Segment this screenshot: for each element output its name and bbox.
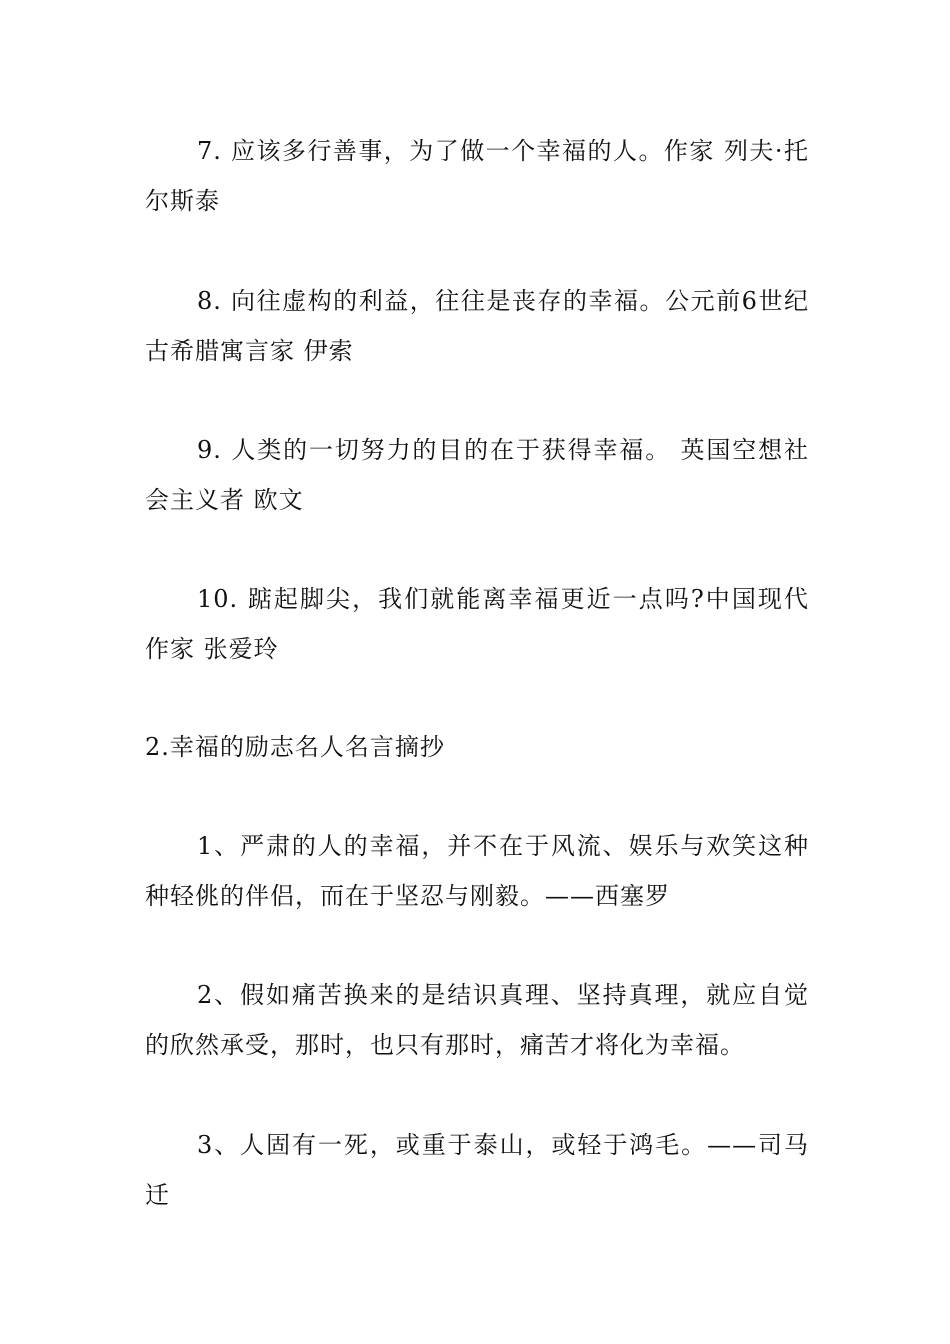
section-heading: 2.幸福的励志名人名言摘抄 [145, 733, 445, 761]
quote-paragraph-8: 8. 向往虚构的利益，往往是丧存的幸福。公元前6世纪古希腊寓言家 伊索 [145, 287, 809, 365]
quote-paragraph-7: 7. 应该多行善事，为了做一个幸福的人。作家 列夫·托尔斯泰 [145, 137, 809, 215]
quote-paragraph-10: 10. 踮起脚尖，我们就能离幸福更近一点吗?中国现代作家 张爱玲 [145, 585, 809, 663]
quote-paragraph-9: 9. 人类的一切努力的目的在于获得幸福。 英国空想社会主义者 欧文 [145, 436, 809, 514]
section-quote-1: 1、严肃的人的幸福，并不在于风流、娱乐与欢笑这种种轻佻的伴侣，而在于坚忍与刚毅。——西塞罗 [145, 832, 809, 910]
section-quote-3: 3、人固有一死，或重于泰山，或轻于鸿毛。——司马迁 [145, 1131, 809, 1209]
section-quote-2: 2、假如痛苦换来的是结识真理、坚持真理，就应自觉的欣然承受，那时，也只有那时，痛苦才将化为幸福。 [145, 981, 809, 1059]
